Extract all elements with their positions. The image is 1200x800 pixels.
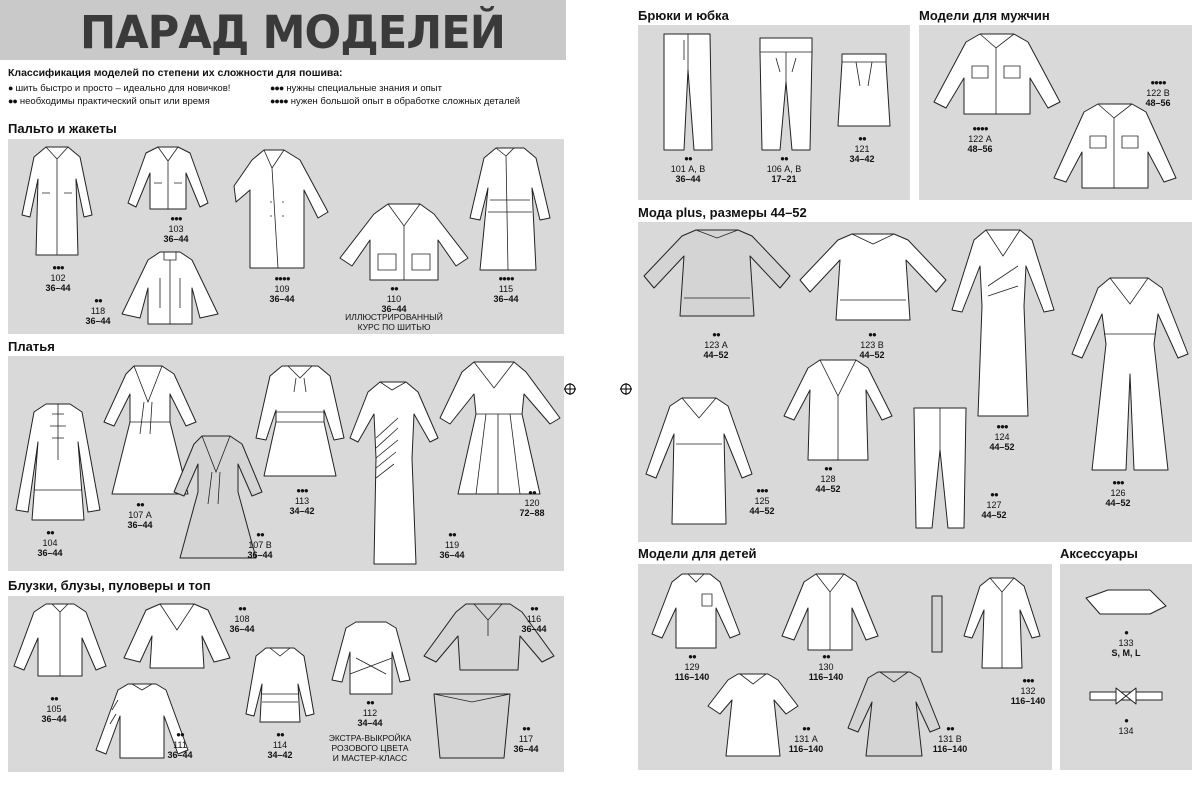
label-109: ●●●● 109 36–44 bbox=[269, 274, 295, 304]
legend-item: ●●● нужны специальные знания и опыт bbox=[270, 83, 442, 94]
label-117: ●● 117 36–44 bbox=[513, 724, 539, 754]
label-126: ●●● 126 44–52 bbox=[1105, 478, 1131, 508]
label-129: ●● 129 116–140 bbox=[674, 652, 710, 682]
garment-117-sketch[interactable] bbox=[430, 686, 514, 766]
label-131a: ●● 131 А 116–140 bbox=[788, 724, 824, 754]
section-title-plus: Мода plus, размеры 44–52 bbox=[638, 205, 807, 220]
garment-131b-sketch[interactable] bbox=[846, 668, 942, 760]
garment-115-sketch[interactable] bbox=[466, 144, 556, 274]
label-115: ●●●● 115 36–44 bbox=[493, 274, 519, 304]
label-112: ●● 112 34–44 bbox=[357, 698, 383, 728]
garment-110-sketch[interactable] bbox=[338, 200, 472, 284]
label-123a: ●● 123 А 44–52 bbox=[703, 330, 729, 360]
label-124: ●●● 124 44–52 bbox=[989, 422, 1015, 452]
garment-109-sketch[interactable] bbox=[232, 146, 332, 272]
label-123b: ●● 123 В 44–52 bbox=[859, 330, 885, 360]
label-104: ●● 104 36–44 bbox=[37, 528, 63, 558]
garment-120-sketch[interactable] bbox=[436, 358, 564, 498]
garment-113-sketch[interactable] bbox=[252, 362, 348, 482]
registration-mark-icon bbox=[564, 383, 576, 395]
label-107a: ●● 107 А 36–44 bbox=[127, 500, 153, 530]
left-page bbox=[0, 0, 570, 800]
garment-101-sketch[interactable] bbox=[658, 30, 716, 154]
garment-125-sketch[interactable] bbox=[642, 394, 756, 528]
label-106: ●● 106 А, В 17–21 bbox=[766, 154, 802, 184]
label-101: ●● 101 А, В 36–44 bbox=[670, 154, 706, 184]
label-103: ●●● 103 36–44 bbox=[163, 214, 189, 244]
illustrated-course-note: ИЛЛЮСТРИРОВАННЫЙ КУРС ПО ШИТЬЮ bbox=[345, 312, 443, 332]
legend-item: ● шить быстро и просто – идеально для новичков! bbox=[8, 83, 231, 94]
garment-119-sketch[interactable] bbox=[346, 378, 442, 568]
label-111: ●● 111 36–44 bbox=[167, 730, 193, 760]
label-122b: ●●●● 122 В 48–56 bbox=[1145, 78, 1171, 108]
garment-122a-sketch[interactable] bbox=[930, 30, 1064, 118]
label-130: ●● 130 116–140 bbox=[808, 652, 844, 682]
legend-item: ●●●● нужен большой опыт в обработке сложных деталей bbox=[270, 96, 521, 107]
garment-123b-sketch[interactable] bbox=[796, 230, 950, 326]
label-110: ●● 110 36–44 bbox=[381, 284, 407, 314]
garment-132-sketch[interactable] bbox=[962, 574, 1042, 672]
garment-112-sketch[interactable] bbox=[330, 618, 412, 698]
garment-123a-sketch[interactable] bbox=[640, 226, 794, 326]
section-title-kids: Модели для детей bbox=[638, 546, 757, 561]
label-133: ● 133 S, M, L bbox=[1111, 628, 1141, 658]
garment-131a-sketch[interactable] bbox=[706, 670, 800, 760]
section-title-accessories: Аксессуары bbox=[1060, 546, 1138, 561]
section-title-dresses: Платья bbox=[8, 339, 55, 354]
section-title-coats: Пальто и жакеты bbox=[8, 121, 117, 136]
label-105: ●● 105 36–44 bbox=[41, 694, 67, 724]
garment-103-sketch[interactable] bbox=[124, 143, 212, 213]
label-114: ●● 114 34–42 bbox=[267, 730, 293, 760]
section-title-blouses: Блузки, блузы, пуловеры и топ bbox=[8, 578, 211, 593]
garment-105-sketch[interactable] bbox=[10, 600, 110, 680]
garment-108-sketch[interactable] bbox=[122, 600, 232, 672]
extra-pattern-note: ЭКСТРА-ВЫКРОЙКА РОЗОВОГО ЦВЕТА И МАСТЕР-КЛАСС bbox=[328, 733, 412, 763]
label-121: ●● 121 34–42 bbox=[849, 134, 875, 164]
section-title-men: Модели для мужчин bbox=[919, 8, 1050, 23]
label-120: ●● 120 72–88 bbox=[519, 488, 545, 518]
garment-124-sketch[interactable] bbox=[948, 226, 1058, 420]
garment-129-sketch[interactable] bbox=[650, 570, 742, 652]
label-128: ●● 128 44–52 bbox=[815, 464, 841, 494]
label-122a: ●●●● 122 А 48–56 bbox=[967, 124, 993, 154]
label-118: ●● 118 36–44 bbox=[85, 296, 111, 326]
garment-122b-sketch[interactable] bbox=[1050, 100, 1180, 192]
label-116: ●● 116 36–44 bbox=[521, 604, 547, 634]
garment-126-sketch[interactable] bbox=[1068, 274, 1192, 474]
label-107b: ●● 107 В 36–44 bbox=[247, 530, 273, 560]
label-134: ● 134 bbox=[1118, 716, 1134, 736]
garment-121-sketch[interactable] bbox=[836, 50, 892, 132]
accessory-134-sketch[interactable] bbox=[1086, 682, 1166, 712]
garment-118-sketch[interactable] bbox=[120, 248, 220, 328]
label-132: ●●● 132 116–140 bbox=[1010, 676, 1046, 706]
garment-128-sketch[interactable] bbox=[780, 356, 896, 468]
label-119: ●● 119 36–44 bbox=[439, 530, 465, 560]
label-102: ●●● 102 36–44 bbox=[45, 263, 71, 293]
registration-mark-icon bbox=[620, 383, 632, 395]
garment-127-sketch[interactable] bbox=[910, 404, 970, 532]
section-title-trousers: Брюки и юбка bbox=[638, 8, 729, 23]
legend-heading: Классификация моделей по степени их сложности для пошива: bbox=[8, 67, 343, 79]
garment-130-sketch[interactable] bbox=[780, 570, 880, 654]
scarf-sketch bbox=[930, 594, 944, 654]
label-113: ●●● 113 34–42 bbox=[289, 486, 315, 516]
label-108: ●● 108 36–44 bbox=[229, 604, 255, 634]
garment-104-sketch[interactable] bbox=[12, 400, 104, 530]
label-127: ●● 127 44–52 bbox=[981, 490, 1007, 520]
page-title: ПАРАД МОДЕЛЕЙ bbox=[80, 6, 505, 59]
accessory-133-sketch[interactable] bbox=[1080, 584, 1170, 624]
garment-106-sketch[interactable] bbox=[756, 34, 816, 154]
garment-114-sketch[interactable] bbox=[242, 644, 318, 726]
right-page bbox=[630, 0, 1200, 800]
label-125: ●●● 125 44–52 bbox=[749, 486, 775, 516]
garment-102-sketch[interactable] bbox=[16, 143, 98, 261]
label-131b: ●● 131 В 116–140 bbox=[932, 724, 968, 754]
legend-item: ●● необходимы практический опыт или время bbox=[8, 96, 210, 107]
